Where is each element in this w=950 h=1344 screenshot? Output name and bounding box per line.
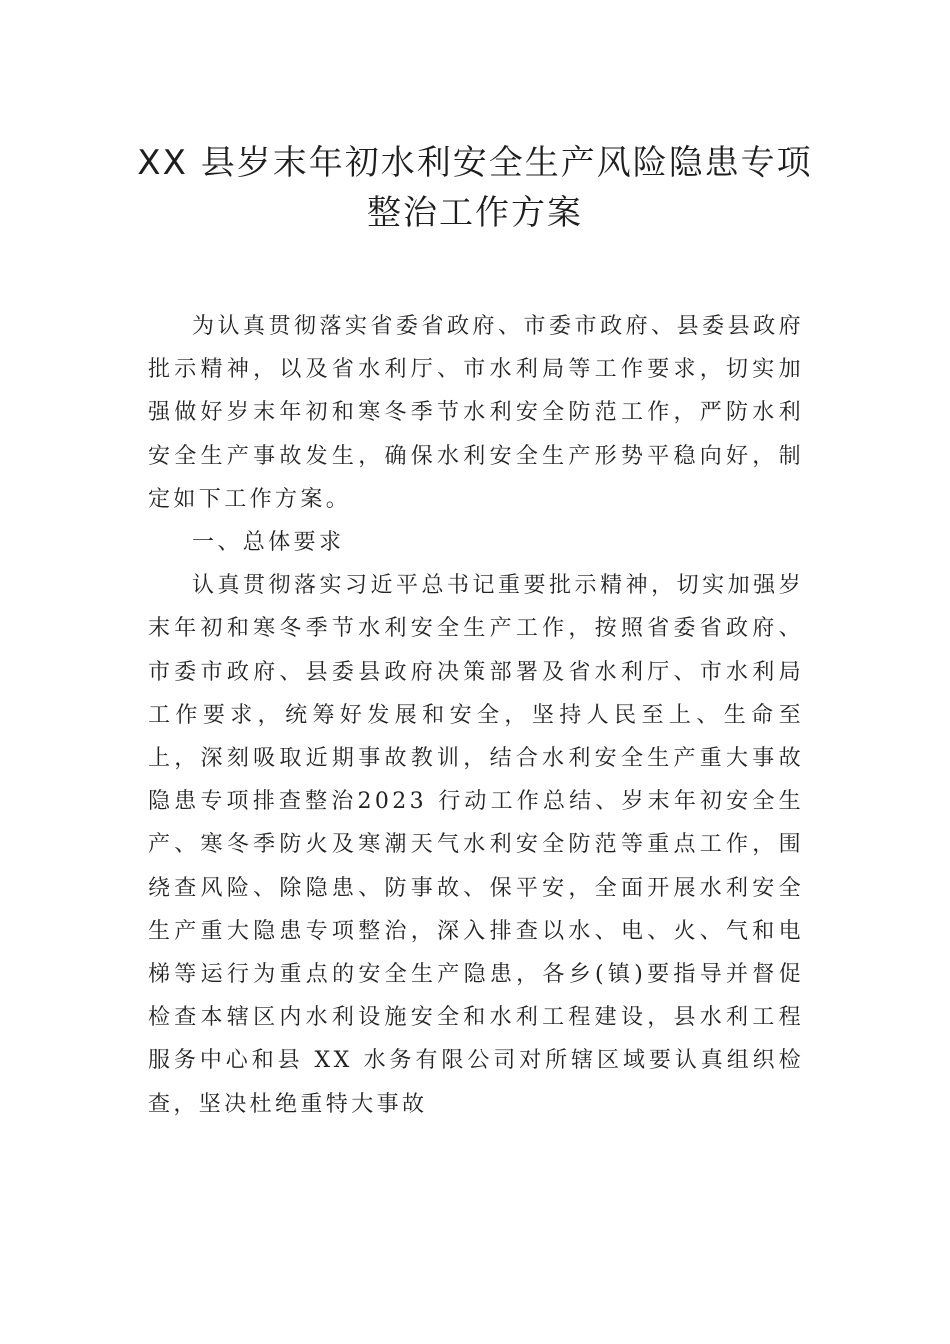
section-paragraph-general-requirements: 认真贯彻落实习近平总书记重要批示精神，切实加强岁末年初和寒冬季节水利安全生产工作，按照省委省政府、市委市政府、县委县政府决策部署及省水利厅、市水利局工作要求，统筹好发展和安全，坚持人民至上、生命至上，深刻吸取近期事故教训，结合水利安全生产重大事故隐患专项排查整治2023 行动工作总结、岁末年初安全生产、寒冬季防火及寒潮天气水利安全防范等重点工作，围绕查风险、除隐患、防事故、保平安，全面开展水利安全生产重大隐患专项整治，深入排查以水、电、火、气和电梯等运行为重点的安全生产隐患，各乡(镇)要指导并督促检查本辖区内水利设施安全和水利工程建设，县水利工程服务中心和县 XX 水务有限公司对所辖区域要认真组织检查，坚决杜绝重特大事故 — [148, 573, 804, 1117]
section-heading-general-requirements: 一、总体要求 — [192, 530, 345, 556]
intro-paragraph: 为认真贯彻落实省委省政府、市委市政府、县委县政府批示精神，以及省水利厅、市水利局等工作要求，切实加强做好岁末年初和寒冬季节水利安全防范工作，严防水利安全生产事故发生，确保水利安全生产形势平稳向好，制定如下工作方案。 — [148, 314, 804, 512]
document-body — [148, 305, 804, 1126]
document-title-line-1: XX 县岁末年初水利安全生产风险隐患专项 — [137, 143, 813, 183]
document-title-line-2: 整治工作方案 — [367, 193, 583, 233]
